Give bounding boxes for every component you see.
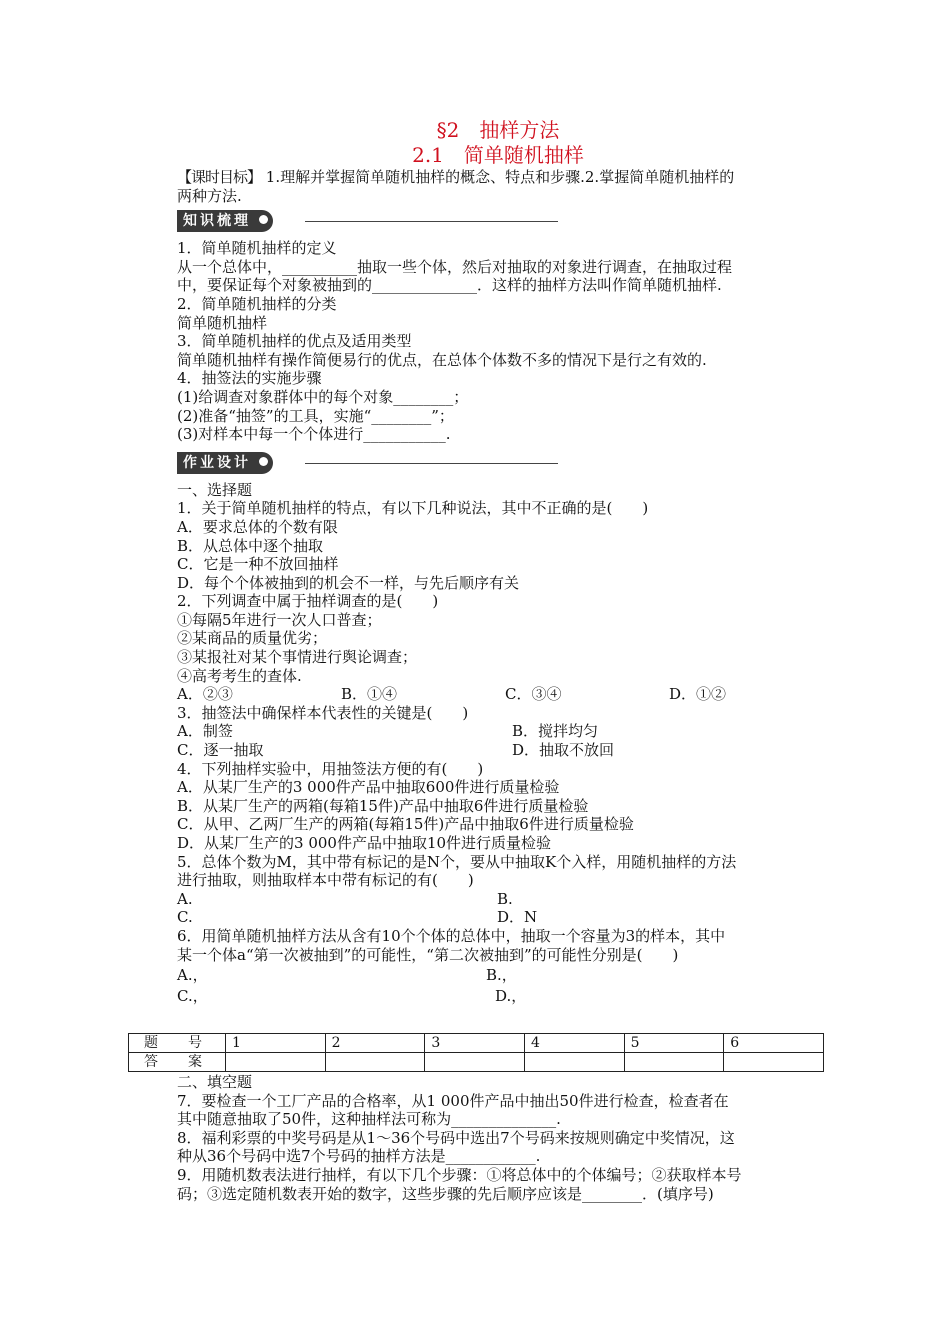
question-2 [177,592,809,704]
option: A．制签 [177,722,233,741]
options-row [177,966,809,985]
statement-item: ①每隔5年进行一次人口普查； [177,610,382,629]
question-9: 9．用随机数表法进行抽样，有以下几个步骤：①将总体中的个体编号；②获取样本号 [177,1165,742,1184]
goal-text: 1.理解并掌握简单随机抽样的概念、特点和步骤.2.掌握简单随机抽样的 [265,168,735,186]
part-title: 一、选择题 [177,480,253,499]
page-title: §2 抽样方法 [436,118,560,142]
knowledge-line: (3)对样本中每一个个体进行___________. [177,425,451,444]
option: B．搅拌均匀 [512,722,599,741]
fill-in-section [177,1073,809,1203]
option: D．N [497,908,538,927]
header-rule [305,463,558,464]
option: D．①② [669,685,727,704]
option: C.， [177,986,208,1005]
question-6 [177,927,809,1005]
question-3 [177,704,809,760]
question-number-cell: 4 [524,1034,624,1053]
dot-icon [259,215,268,224]
table-row [129,1053,824,1072]
option: C．从甲、乙两厂生产的两箱(每箱15件)产品中抽取6件进行质量检验 [177,815,634,834]
options-row [177,741,809,760]
answer-cell[interactable] [724,1053,824,1072]
knowledge-line: 简单随机抽样 [177,313,268,332]
header-rule [305,221,558,222]
option: C．逐一抽取 [177,741,264,760]
knowledge-line: 2．简单随机抽样的分类 [177,294,337,313]
option: C．③④ [505,685,562,704]
question-stem: 2．下列调查中属于抽样调查的是( ) [177,592,439,611]
row-label: 答 案 [129,1053,226,1072]
row-label: 题 号 [129,1034,226,1053]
goal-text-cont: 两种方法. [177,186,242,205]
option: B. [497,889,513,908]
option: B．从总体中逐个抽取 [177,536,324,555]
question-7-cont: 其中随意抽取了50件，这种抽样法可称为______________. [177,1110,561,1129]
section-header-homework [177,452,809,474]
statement-item: ③某报社对某个事情进行舆论调查； [177,648,418,667]
options-row [177,890,809,909]
statement-item: ④高考考生的查体. [177,666,302,685]
lesson-goal [177,168,809,187]
question-stem-cont: 某一个体a“第一次被抽到”的可能性，“第二次被抽到”的可能性分别是( ) [177,945,679,964]
option: A. [177,889,193,908]
question-7: 7．要检查一个工厂产品的合格率，从1 000件产品中抽出50件进行检查，检查者在 [177,1091,729,1110]
question-number-cell: 6 [724,1034,824,1053]
answer-cell[interactable] [425,1053,525,1072]
knowledge-list [177,239,809,444]
question-8-cont: 种从36个号码中选7个号码的抽样方法是____________. [177,1147,541,1166]
option: A．从某厂生产的3 000件产品中抽取600件进行质量检验 [177,778,560,797]
knowledge-line: 从一个总体中，__________抽取一些个体，然后对抽取的对象进行调查，在抽取过程 [177,257,733,276]
question-stem: 5．总体个数为M，其中带有标记的是N个，要从中抽取K个入样，用随机抽样的方法 [177,852,737,871]
option: D．抽取不放回 [512,741,615,760]
part-title: 二、填空题 [177,1073,253,1091]
option: D.， [495,986,527,1005]
knowledge-line: 1．简单随机抽样的定义 [177,239,337,258]
statement-item: ②某商品的质量优劣； [177,629,328,648]
question-stem: 6．用简单随机抽样方法从含有10个个体的总体中，抽取一个容量为3的样本，其中 [177,926,726,945]
knowledge-line: 简单随机抽样有操作简便易行的优点，在总体个体数不多的情况下是行之有效的. [177,350,707,369]
question-4 [177,760,809,853]
question-9-cont: 码；③选定随机数表开始的数字，这些步骤的先后顺序应该是________．(填序号) [177,1184,714,1203]
option: B.， [486,966,517,985]
option: B．①④ [341,685,398,704]
question-5 [177,853,809,927]
question-8: 8．福利彩票的中奖号码是从1～36个号码中选出7个号码来按规则确定中奖情况，这 [177,1128,735,1147]
options-row [177,987,809,1006]
knowledge-line: (2)准备“抽签”的工具，实施“________”； [177,406,454,425]
answer-cell[interactable] [524,1053,624,1072]
option: C. [177,908,193,927]
answer-cell[interactable] [325,1053,425,1072]
table-row [129,1034,824,1053]
question-number-cell: 3 [425,1034,525,1053]
question-stem: 4．下列抽样实验中，用抽签法方便的有( ) [177,759,484,778]
section-header-knowledge [177,210,809,232]
option: A.， [177,966,208,985]
option: A．②③ [177,685,233,704]
answer-cell[interactable] [624,1053,724,1072]
question-stem-cont: 进行抽取，则抽取样本中带有标记的有( ) [177,871,474,890]
options-row [177,908,809,927]
options-row [177,685,809,704]
question-stem: 3．抽签法中确保样本代表性的关键是( ) [177,703,469,722]
question-number-cell: 1 [226,1034,326,1053]
options-row [177,722,809,741]
document-page [177,118,809,1005]
page-subtitle: 2.1 简单随机抽样 [412,143,584,167]
option: D．每个个体被抽到的机会不一样，与先后顺序有关 [177,573,520,592]
option: A．要求总体的个数有限 [177,517,338,536]
answer-table [128,1033,824,1072]
knowledge-line: 3．简单随机抽样的优点及适用类型 [177,332,412,351]
question-1 [177,499,809,592]
section-label: 作业设计 [177,452,273,474]
knowledge-line: 4．抽签法的实施步骤 [177,369,322,388]
option: C．它是一种不放回抽样 [177,555,339,574]
option: B．从某厂生产的两箱(每箱15件)产品中抽取6件进行质量检验 [177,796,589,815]
section-label: 知识梳理 [177,210,273,232]
question-stem: 1．关于简单随机抽样的特点，有以下几种说法，其中不正确的是( ) [177,499,649,518]
dot-icon [259,457,268,466]
goal-label: 【课时目标】 [177,168,262,186]
option: D．从某厂生产的3 000件产品中抽取10件进行质量检验 [177,834,552,852]
question-number-cell: 2 [325,1034,425,1053]
question-number-cell: 5 [624,1034,724,1053]
answer-cell[interactable] [226,1053,326,1072]
knowledge-line: (1)给调查对象群体中的每个对象________； [177,387,469,406]
knowledge-line: 中，要保证每个对象被抽到的______________．这样的抽样方法叫作简单随机抽样. [177,276,722,295]
